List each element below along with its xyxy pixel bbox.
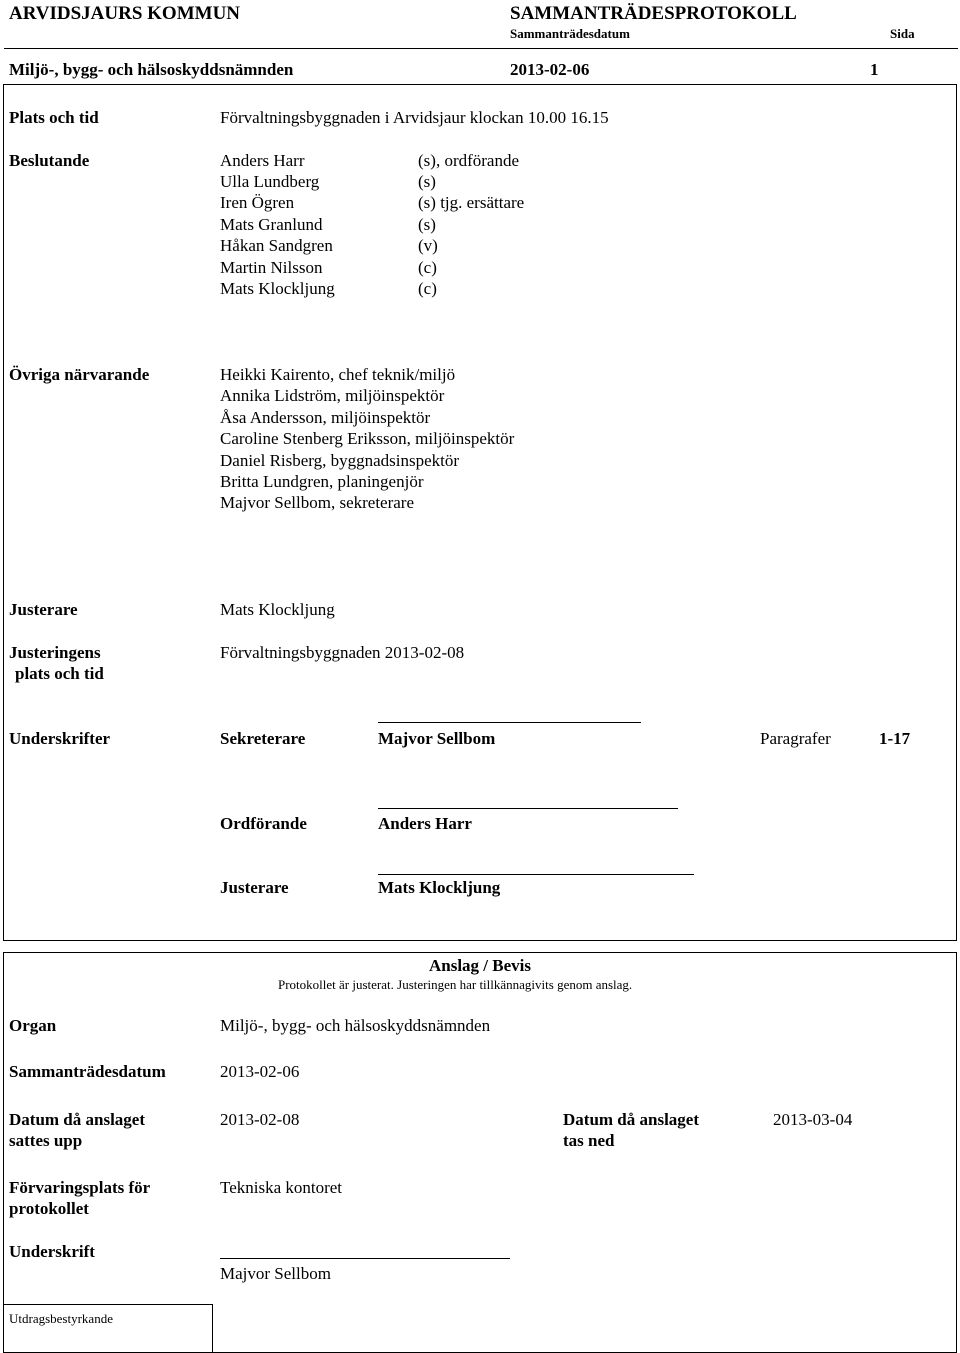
deciding-member-role: (s), ordförande (418, 151, 520, 170)
list-item: Caroline Stenberg Eriksson, miljöinspektör (220, 429, 515, 448)
signature-label: Underskrift (9, 1242, 95, 1261)
adjuster-signature-name: Mats Klockljung (378, 878, 501, 897)
certify-label: Utdragsbestyrkande (9, 1311, 113, 1326)
document-title: SAMMANTRÄDESPROTOKOLL (510, 3, 797, 24)
list-item: Annika Lidström, miljöinspektör (220, 386, 445, 405)
chair-label: Ordförande (220, 814, 307, 833)
list-item: Daniel Risberg, byggnadsinspektör (220, 451, 460, 470)
notice-title: Anslag / Bevis (428, 956, 532, 975)
deciding-member-role: (s) (418, 172, 436, 191)
adjuster-signature-line (378, 874, 694, 875)
place-time-value: Förvaltningsbyggnaden i Arvidsjaur klockan 10.00 16.15 (220, 108, 609, 127)
adjuster-label: Justerare (9, 600, 78, 619)
deciding-member-role: (c) (418, 258, 437, 277)
meeting-date-label: Sammanträdesdatum (510, 26, 630, 41)
deciding-member-role: (c) (418, 279, 437, 298)
adjustment-place-value: Förvaltningsbyggnaden 2013-02-08 (220, 643, 465, 662)
adjustment-place-label: Justeringens (9, 643, 101, 662)
header-divider (4, 48, 958, 49)
storage-value: Tekniska kontoret (220, 1178, 343, 1197)
deciding-member-name: Håkan Sandgren (220, 236, 333, 255)
adjustment-place-label-2: plats och tid (15, 664, 104, 683)
removed-date-label: Datum då anslaget (563, 1110, 700, 1129)
organ-label: Organ (9, 1016, 57, 1035)
others-present-label: Övriga närvarande (9, 365, 150, 384)
deciding-member-role: (s) (418, 215, 436, 234)
deciding-member-role: (s) tjg. ersättare (418, 193, 525, 212)
secretary-label: Sekreterare (220, 729, 306, 748)
removed-date-label-2: tas ned (563, 1131, 615, 1150)
notice-date-value: 2013-02-06 (220, 1062, 300, 1081)
removed-date-value: 2013-03-04 (773, 1110, 853, 1129)
notice-box (3, 952, 957, 1353)
certify-divider-vertical (212, 1304, 213, 1353)
chair-signature-line (378, 808, 678, 809)
meeting-date: 2013-02-06 (510, 60, 590, 79)
storage-label: Förvaringsplats för (9, 1178, 151, 1197)
deciding-member-role: (v) (418, 236, 438, 255)
org-name: ARVIDSJAURS KOMMUN (9, 3, 241, 24)
deciding-member-name: Iren Ögren (220, 193, 295, 212)
notice-date-label: Sammanträdesdatum (9, 1062, 166, 1081)
list-item: Heikki Kairento, chef teknik/miljö (220, 365, 456, 384)
deciding-label: Beslutande (9, 151, 90, 170)
signature-line (220, 1258, 510, 1259)
secretary-signature-line (378, 722, 641, 723)
notice-subtitle: Protokollet är justerat. Justeringen har tillkännagivits genom anslag. (278, 977, 633, 992)
certify-divider (3, 1304, 213, 1305)
page-number: 1 (870, 60, 879, 79)
deciding-member-name: Martin Nilsson (220, 258, 323, 277)
deciding-member-name: Ulla Lundberg (220, 172, 320, 191)
posted-date-label-2: sattes upp (9, 1131, 83, 1150)
paragraphs-label: Paragrafer (760, 729, 831, 748)
paragraphs-value: 1-17 (879, 729, 911, 748)
signatures-label: Underskrifter (9, 729, 111, 748)
list-item: Britta Lundgren, planingenjör (220, 472, 424, 491)
posted-date-label: Datum då anslaget (9, 1110, 146, 1129)
list-item: Majvor Sellbom, sekreterare (220, 493, 415, 512)
signature-name: Majvor Sellbom (220, 1264, 331, 1283)
deciding-member-name: Anders Harr (220, 151, 305, 170)
place-time-label: Plats och tid (9, 108, 99, 127)
adjuster-value: Mats Klockljung (220, 600, 335, 619)
organ-value: Miljö-, bygg- och hälsoskyddsnämnden (220, 1016, 491, 1035)
page-label: Sida (890, 26, 915, 41)
deciding-member-name: Mats Granlund (220, 215, 323, 234)
deciding-member-name: Mats Klockljung (220, 279, 335, 298)
secretary-name: Majvor Sellbom (378, 729, 496, 748)
storage-label-2: protokollet (9, 1199, 89, 1218)
list-item: Åsa Andersson, miljöinspektör (220, 408, 431, 427)
adjuster-signature-label: Justerare (220, 878, 289, 897)
chair-name: Anders Harr (378, 814, 472, 833)
committee-name: Miljö-, bygg- och hälsoskyddsnämnden (9, 60, 294, 79)
posted-date-value: 2013-02-08 (220, 1110, 300, 1129)
